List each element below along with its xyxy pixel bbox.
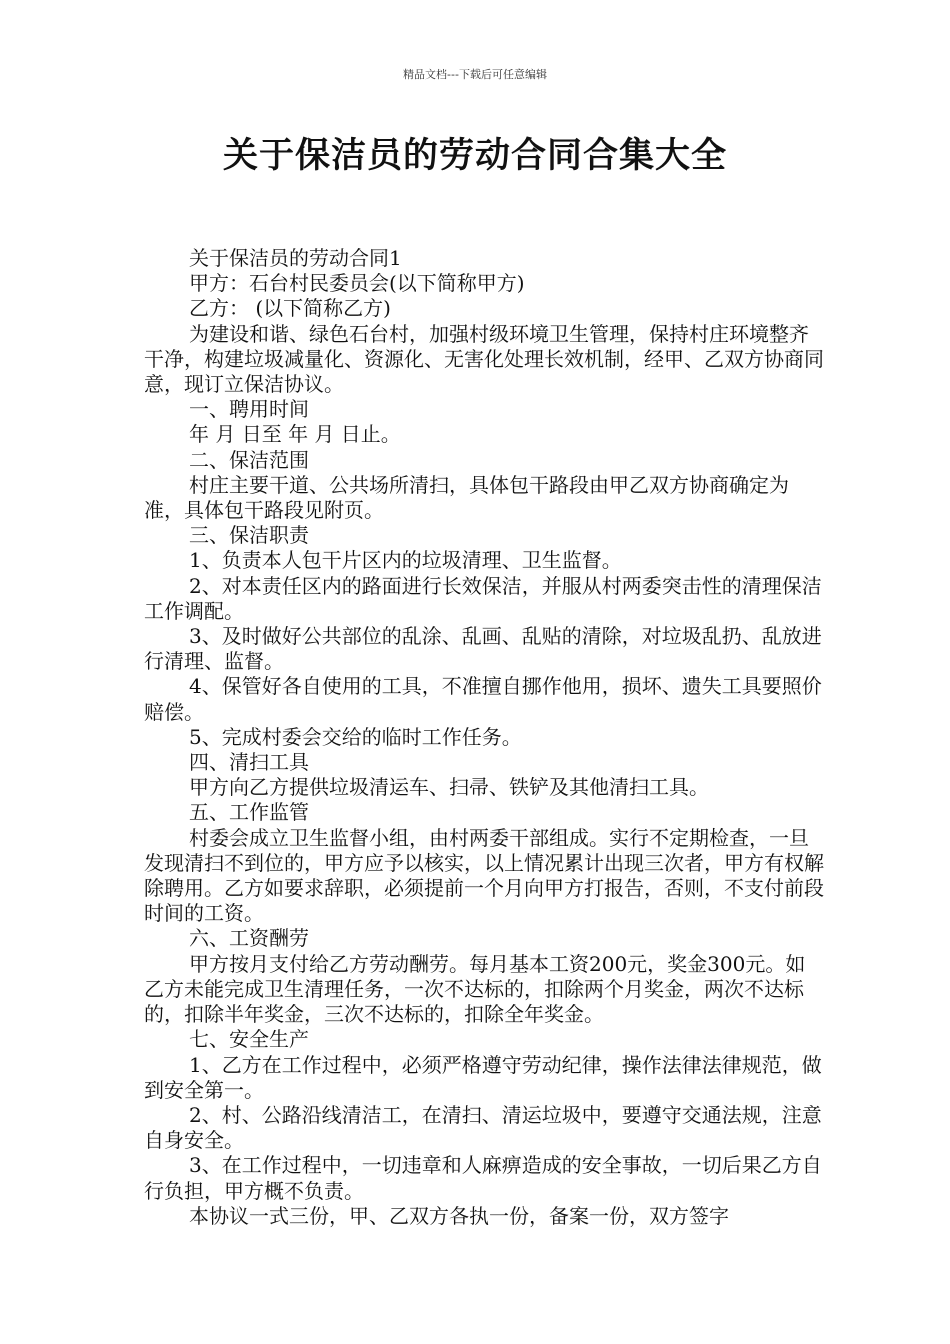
section-heading: 二、保洁范围 (189, 447, 309, 472)
paragraph: 甲方：石台村民委员会(以下简称甲方) (189, 271, 525, 296)
paragraph: 村委会成立卫生监督小组，由村两委干部组成。实行不定期检查，一旦发现清扫不到位的，甲方应予以核实，以上情况累计出现三次者，甲方有权解除聘用。乙方如要求辞职，必须提前一个月向甲方打报告，否则，不支付前段时间的工资。 (144, 825, 824, 926)
section-heading: 三、保洁职责 (189, 523, 309, 548)
paragraph: 1、负责本人包干片区内的垃圾清理、卫生监督。 (189, 548, 622, 573)
paragraph: 本协议一式三份，甲、乙双方各执一份，备案一份，双方签字 (189, 1203, 729, 1228)
section-heading: 四、清扫工具 (189, 750, 309, 775)
paragraph: 为建设和谐、绿色石台村，加强村级环境卫生管理，保持村庄环境整齐干净，构建垃圾减量化、资源化、无害化处理长效机制，经甲、乙双方协商同意，现订立保洁协议。 (144, 321, 824, 397)
document-title: 关于保洁员的劳动合同合集大全 (222, 136, 727, 176)
paragraph: 乙方： (以下简称乙方) (189, 296, 391, 321)
paragraph: 2、对本责任区内的路面进行长效保洁，并服从村两委突击性的清理保洁工作调配。 (144, 573, 822, 623)
section-heading: 七、安全生产 (189, 1027, 309, 1052)
paragraph: 3、及时做好公共部位的乱涂、乱画、乱贴的清除，对垃圾乱扔、乱放进行清理、监督。 (144, 624, 822, 674)
section-heading: 五、工作监管 (189, 800, 309, 825)
paragraph: 3、在工作过程中，一切违章和人麻痹造成的安全事故，一切后果乙方自行负担，甲方概不负责。 (144, 1153, 822, 1203)
paragraph: 甲方向乙方提供垃圾清运车、扫帚、铁铲及其他清扫工具。 (189, 775, 709, 800)
paragraph: 5、完成村委会交给的临时工作任务。 (189, 724, 522, 749)
paragraph: 关于保洁员的劳动合同1 (189, 246, 402, 270)
document-body (144, 246, 824, 1229)
paragraph: 1、乙方在工作过程中，必须严格遵守劳动纪律，操作法律法律规范，做到安全第一。 (144, 1052, 822, 1102)
paragraph: 2、村、公路沿线清洁工，在清扫、清运垃圾中，要遵守交通法规，注意自身安全。 (144, 1102, 822, 1153)
paragraph: 村庄主要干道、公共场所清扫，具体包干路段由甲乙双方协商确定为准，具体包干路段见附页。 (144, 472, 789, 523)
paragraph: 4、保管好各自使用的工具，不准擅自挪作他用，损坏、遗失工具要照价赔偿。 (144, 674, 822, 724)
header-note: 精品文档---下载后可任意编辑 (403, 68, 547, 81)
paragraph: 年 月 日至 年 月 日止。 (189, 422, 401, 447)
section-heading: 六、工资酬劳 (189, 926, 309, 951)
section-heading: 一、聘用时间 (189, 397, 309, 422)
paragraph: 甲方按月支付给乙方劳动酬劳。每月基本工资200元，奖金300元。如乙方未能完成卫生清理任务，一次不达标的，扣除两个月奖金，两次不达标的，扣除半年奖金，三次不达标的，扣除全年奖金。 (144, 951, 806, 1027)
